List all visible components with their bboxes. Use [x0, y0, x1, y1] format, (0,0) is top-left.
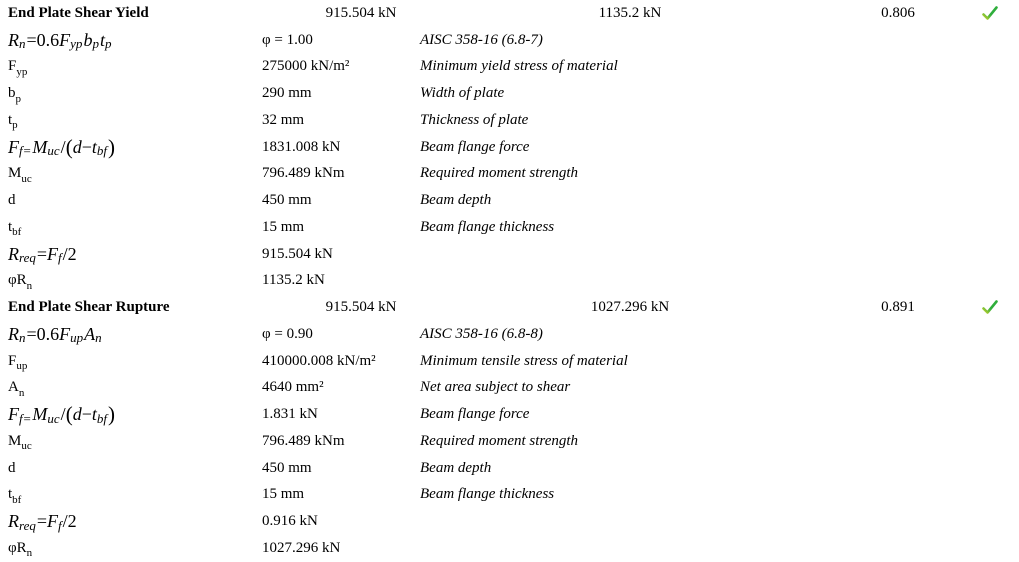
variable-label: A n	[8, 379, 25, 399]
value-cell: 15 mm	[262, 486, 305, 503]
description-cell: Net area subject to shear	[420, 379, 571, 396]
check-icon	[982, 300, 998, 315]
calc-row	[0, 535, 1019, 562]
value-cell: 290 mm	[262, 85, 312, 102]
calc-row	[0, 401, 1019, 428]
value-cell: 4640 mm²	[262, 379, 324, 396]
section-end-plate-shear-rupture	[0, 294, 1019, 562]
calc-row	[0, 241, 1019, 268]
calc-row	[0, 27, 1019, 54]
description-cell: Thickness of plate	[420, 111, 529, 128]
value-cell: 796.489 kNm	[262, 165, 345, 182]
calc-row	[0, 321, 1019, 348]
variable-label: t bf	[8, 218, 22, 239]
variable-label: t bf	[8, 486, 22, 506]
demand-value: 915.504 kN	[325, 299, 397, 316]
capacity-value: 1135.2 kN	[598, 4, 662, 21]
check-icon	[982, 6, 998, 21]
description-cell: Beam depth	[420, 192, 492, 209]
calc-row	[0, 134, 1019, 161]
variable-label: φR n	[8, 539, 33, 560]
calc-row	[0, 214, 1019, 241]
description-cell: Beam flange force	[420, 406, 530, 423]
description-cell: Required moment strength	[420, 165, 579, 182]
variable-label: M uc	[8, 165, 32, 185]
value-cell: 450 mm	[262, 192, 312, 209]
value-cell: 1.831 kN	[262, 406, 318, 423]
variable-label: φR n	[8, 272, 33, 292]
section-rows	[0, 321, 1019, 562]
variable-label: F up	[8, 352, 28, 373]
calc-row	[0, 482, 1019, 509]
calc-row	[0, 508, 1019, 535]
formula-label: R req = F f /2	[8, 511, 77, 533]
utilization-ratio: 0.806	[881, 4, 915, 21]
section-header-row	[0, 294, 1019, 321]
calc-row	[0, 80, 1019, 107]
value-cell: 915.504 kN	[262, 245, 333, 262]
section-rows	[0, 27, 1019, 295]
description-cell: Beam flange force	[420, 138, 530, 155]
value-cell: 32 mm	[262, 111, 305, 128]
value-cell: 0.916 kN	[262, 513, 318, 530]
section-title: End Plate Shear Rupture	[8, 299, 170, 316]
description-cell: Minimum yield stress of material	[420, 58, 618, 75]
variable-label: d	[8, 459, 16, 476]
variable-label: M uc	[8, 432, 32, 453]
calc-row	[0, 187, 1019, 214]
section-header-row	[0, 0, 1019, 27]
variable-label: t p	[8, 111, 18, 132]
value-cell: 796.489 kNm	[262, 432, 345, 449]
description-cell: Required moment strength	[420, 432, 579, 449]
formula-label: F f= M uc / ( d − t bf )	[8, 402, 115, 427]
formula-label: R n = 0.6 F yp b p t p	[8, 29, 112, 52]
description-cell: Width of plate	[420, 85, 505, 102]
value-cell: 15 mm	[262, 218, 305, 235]
status-cell	[982, 294, 998, 321]
value-cell: 1027.296 kN	[262, 539, 341, 556]
variable-label: b p	[8, 85, 21, 105]
description-cell: Beam flange thickness	[420, 486, 555, 503]
calc-row	[0, 268, 1019, 295]
calc-row	[0, 428, 1019, 455]
calc-row	[0, 107, 1019, 134]
utilization-ratio: 0.891	[881, 299, 915, 316]
description-cell: Minimum tensile stress of material	[420, 352, 628, 369]
value-cell: 450 mm	[262, 459, 312, 476]
value-cell: 275000 kN/m²	[262, 58, 350, 75]
formula-label: F f= M uc / ( d − t bf )	[8, 134, 115, 159]
formula-label: R n = 0.6 F up A n	[8, 323, 102, 346]
description-cell: Beam flange thickness	[420, 218, 555, 235]
formula-label: R req = F f /2	[8, 243, 77, 266]
value-cell: 1135.2 kN	[262, 272, 325, 289]
variable-label: d	[8, 192, 16, 209]
value-cell: φ = 0.90	[262, 325, 313, 342]
status-cell	[982, 0, 998, 27]
calc-row	[0, 161, 1019, 188]
value-cell: φ = 1.00	[262, 31, 313, 48]
calc-row	[0, 54, 1019, 81]
description-cell: Beam depth	[420, 459, 492, 476]
section-title: End Plate Shear Yield	[8, 4, 149, 21]
calc-row	[0, 455, 1019, 482]
value-cell: 1831.008 kN	[262, 138, 341, 155]
calc-row	[0, 375, 1019, 402]
value-cell: 410000.008 kN/m²	[262, 352, 376, 369]
demand-value: 915.504 kN	[325, 4, 397, 21]
capacity-value: 1027.296 kN	[590, 299, 670, 316]
calc-row	[0, 348, 1019, 375]
description-cell: AISC 358-16 (6.8-7)	[420, 31, 543, 48]
variable-label: F yp	[8, 58, 28, 78]
description-cell: AISC 358-16 (6.8-8)	[420, 325, 543, 342]
